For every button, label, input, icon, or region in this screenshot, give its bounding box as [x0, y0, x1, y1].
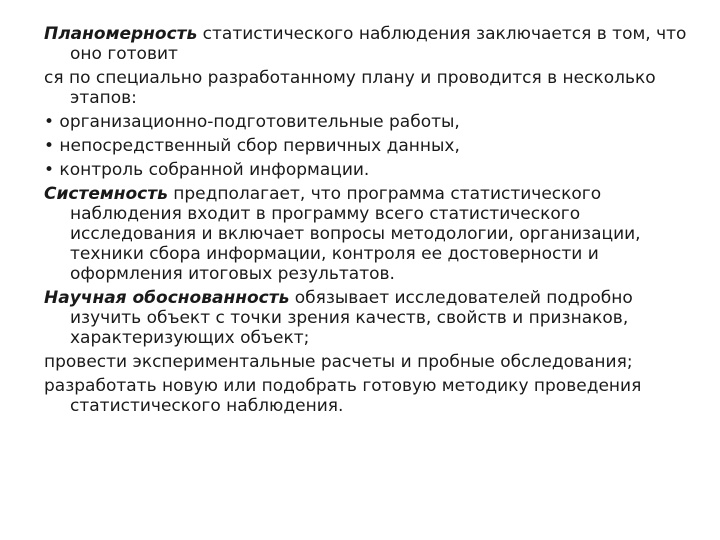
paragraph-text: статистического наблюдения заключается в том, что оно готовит — [70, 24, 687, 64]
term-planomernost: Планомерность — [44, 24, 198, 44]
bullet-item-data-collection — [44, 136, 694, 156]
bullet-text: • организационно-подготовительные работы, — [44, 112, 460, 132]
paragraph-nauchnaya-obosnovannost — [44, 288, 694, 348]
slide-body-text — [44, 24, 694, 420]
term-sistemnost: Системность — [44, 184, 168, 204]
paragraph-methodology — [44, 376, 694, 416]
paragraph-text: разработать новую или подобрать готовую методику проведения статистического наблюдения. — [44, 376, 642, 416]
paragraph-experimental — [44, 352, 694, 372]
paragraph-planomernost — [44, 24, 694, 64]
bullet-text: • непосредственный сбор первичных данных, — [44, 136, 460, 156]
paragraph-text: предполагает, что программа статистического наблюдения входит в программу всего статистического исследования и включает вопросы методологии, организации, техники сбора информации, контроля ее достоверности и оформления итоговых результатов. — [70, 184, 641, 284]
bullet-item-control — [44, 160, 694, 180]
paragraph-sistemnost — [44, 184, 694, 284]
paragraph-text: обязывает исследователей подробно изучить объект с точки зрения качеств, свойств и признаков, характеризующих объект; — [70, 288, 633, 348]
term-nauchnaya-obosnovannost: Научная обоснованность — [44, 288, 290, 308]
bullet-text: • контроль собранной информации. — [44, 160, 370, 180]
bullet-item-organizational — [44, 112, 694, 132]
paragraph-continuation — [44, 68, 694, 108]
paragraph-text: провести экспериментальные расчеты и пробные обследования; — [44, 352, 633, 372]
paragraph-text: ся по специально разработанному плану и проводится в несколько этапов: — [44, 68, 656, 108]
